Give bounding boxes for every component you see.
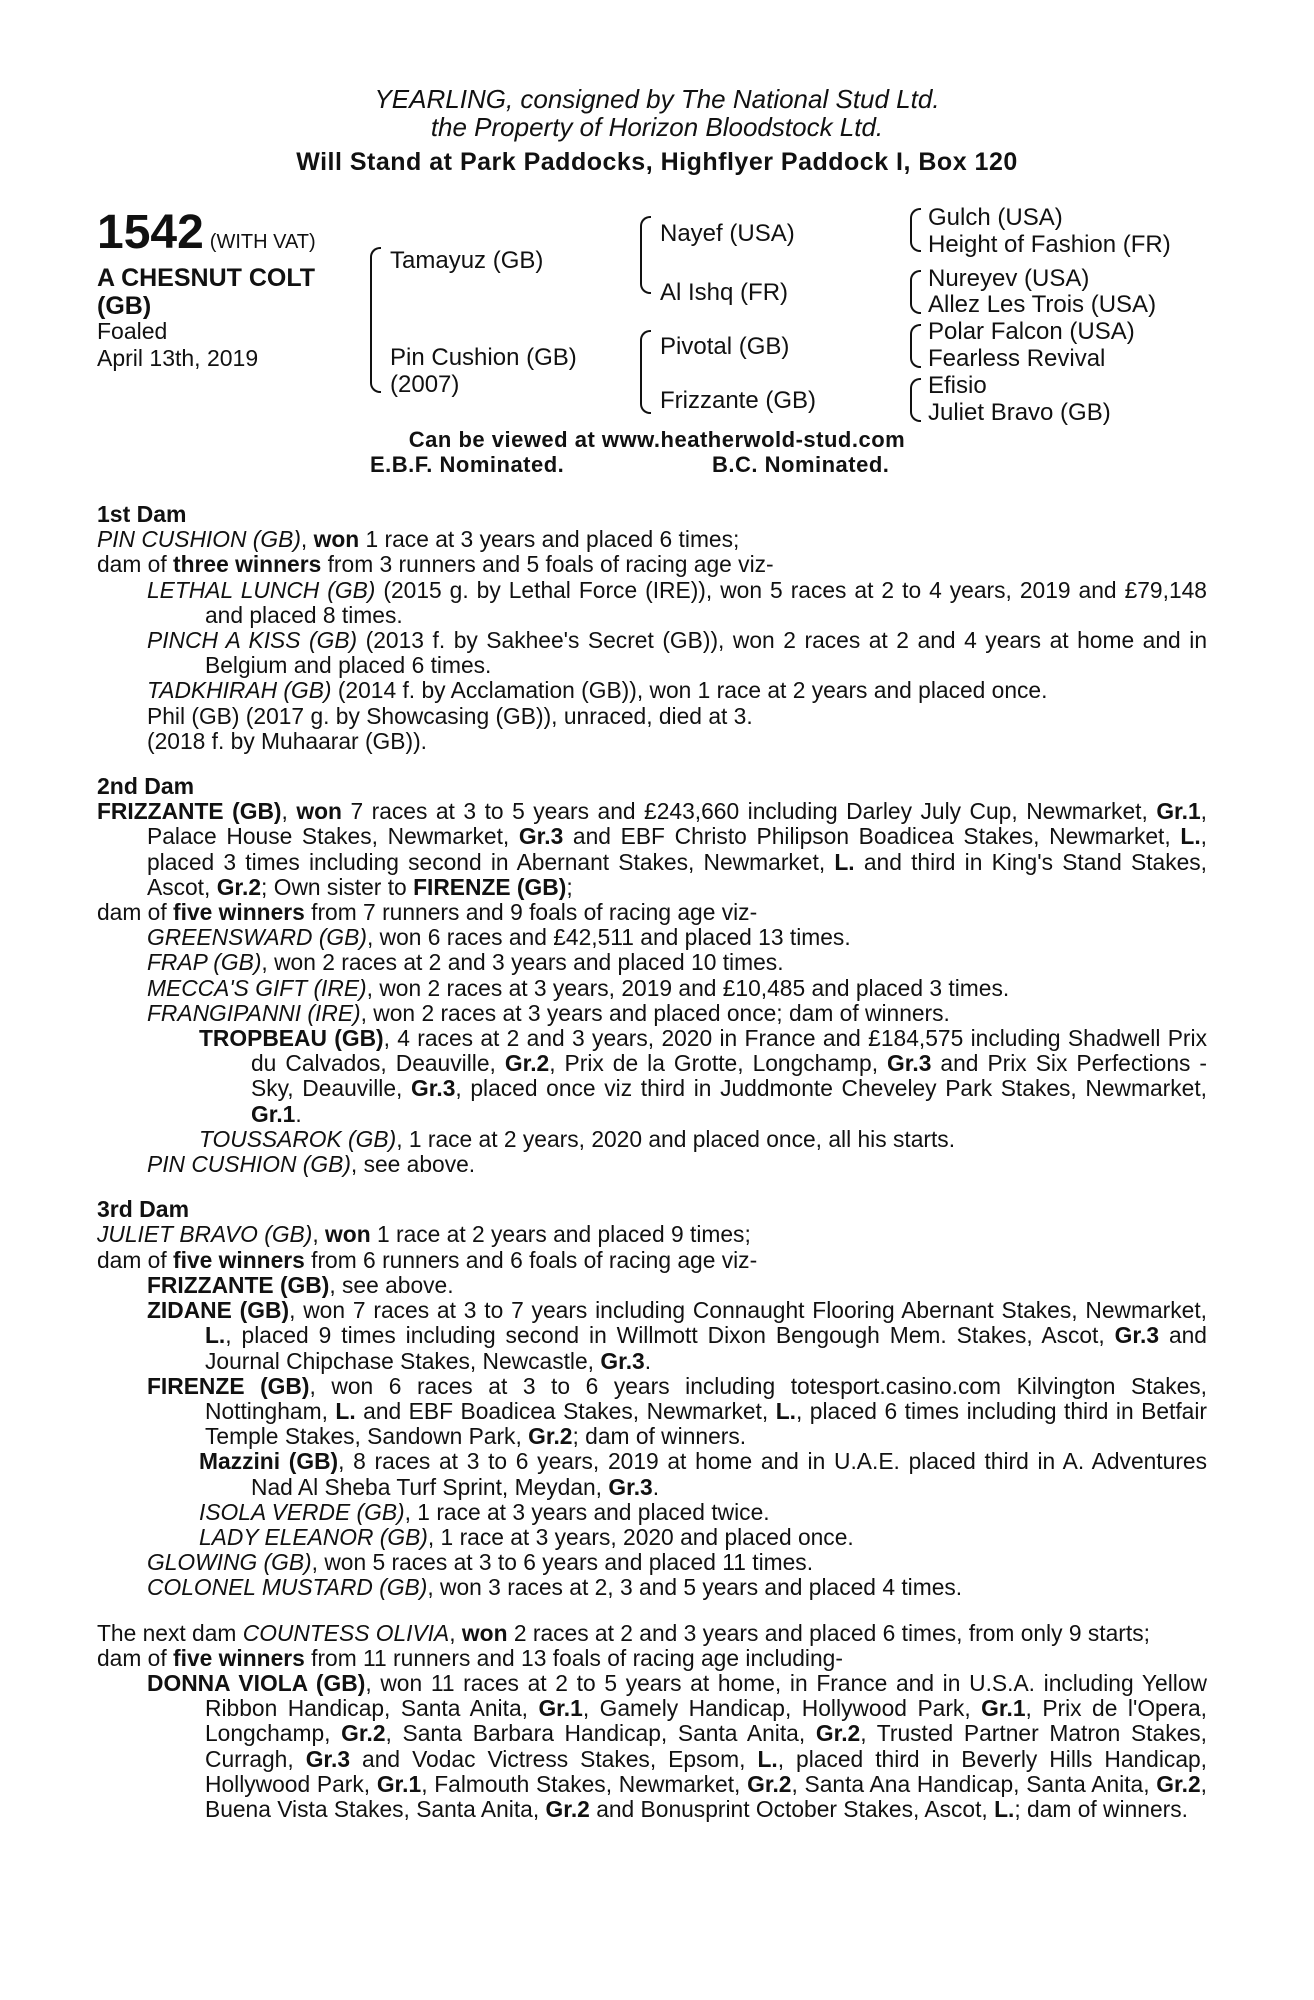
first-dam-produce: dam of three winners from 3 runners and 5 foals of racing age viz- — [97, 551, 774, 578]
offspring-entry: GREENSWARD (GB), won 6 races and £42,511 and placed 13 times. — [147, 924, 851, 951]
second-dam-heading: 2nd Dam — [97, 773, 195, 800]
stand-location-line: Will Stand at Park Paddocks, Highflyer Paddock I, Box 120 — [296, 148, 1018, 176]
dam-sire: Pivotal (GB) — [660, 333, 790, 360]
second-dam-produce: dam of five winners from 7 runners and 9 foals of racing age viz- — [97, 899, 758, 926]
consignor-line: YEARLING, consigned by The National Stud Ltd. — [374, 84, 940, 114]
ebf-note: E.B.F. Nominated. — [370, 452, 565, 477]
dam-dam: Frizzante (GB) — [660, 387, 817, 414]
lot-number-block — [97, 205, 316, 260]
next-dam-produce: dam of five winners from 11 runners and 13 foals of racing age including- — [97, 1644, 843, 1671]
ggp-4: Allez Les Trois (USA) — [928, 291, 1157, 318]
ggp-1: Gulch (USA) — [928, 204, 1063, 231]
pedigree-bracket-g1 — [910, 208, 921, 252]
pedigree-bracket-g3 — [910, 324, 921, 368]
property-line: the Property of Horizon Bloodstock Ltd. — [430, 112, 884, 142]
sire: Tamayuz (GB) — [390, 247, 544, 274]
dam: Pin Cushion (GB) — [390, 344, 577, 371]
pedigree-bracket-sire — [640, 216, 651, 294]
offspring-entry: MECCA'S GIFT (IRE), won 2 races at 3 years, 2019 and £10,485 and placed 3 times. — [147, 974, 1010, 1001]
offspring-entry: FRIZZANTE (GB), see above. — [147, 1271, 454, 1298]
sire-dam: Al Ishq (FR) — [660, 279, 789, 306]
pedigree-bracket-g4 — [910, 378, 921, 422]
grand-offspring-entry: LADY ELEANOR (GB), 1 race at 3 years, 2020 and placed once. — [199, 1523, 854, 1550]
dam-year: (2007) — [390, 371, 460, 398]
ggp-5: Polar Falcon (USA) — [928, 318, 1135, 345]
offspring-entry: PIN CUSHION (GB), see above. — [147, 1151, 476, 1178]
third-dam-produce: dam of five winners from 6 runners and 6 foals of racing age viz- — [97, 1246, 758, 1273]
foaled-date: April 13th, 2019 — [97, 345, 259, 371]
horse-description: A CHESNUT COLT — [97, 264, 316, 292]
first-dam-heading: 1st Dam — [97, 501, 187, 527]
offspring-entry: (2018 f. by Muhaarar (GB)). — [147, 727, 427, 754]
pedigree-bracket-main — [370, 247, 381, 393]
offspring-entry: ZIDANE (GB), won 7 races at 3 to 7 years including Connaught Flooring Abernant Stakes, Newmarket, L., placed 9 times including second in Willmott Dixon Bengough Mem. Stakes, Ascot, Gr.3 and Journal Chipchase Stakes, Newcastle, Gr.3. — [147, 1297, 1208, 1374]
ggp-7: Efisio — [928, 372, 987, 399]
offspring-entry: FRAP (GB), won 2 races at 2 and 3 years and placed 10 times. — [147, 949, 784, 976]
horse-origin: (GB) — [97, 292, 152, 320]
grand-offspring-entry: TROPBEAU (GB), 4 races at 2 and 3 years, 2020 in France and £184,575 including Shadwell Prix du Calvados, Deauville, Gr.2, Prix de la Grotte, Longchamp, Gr.3 and Prix Six Perfections -Sky, Deauville, Gr.3, placed once viz third in Juddmonte Cheveley Park Stakes, Newmarket, Gr.1. — [199, 1025, 1208, 1127]
first-dam-summary: PIN CUSHION (GB), won 1 race at 3 years and placed 6 times; — [97, 526, 740, 553]
third-dam-summary: JULIET BRAVO (GB), won 1 race at 2 years and placed 9 times; — [97, 1221, 751, 1248]
bc-note: B.C. Nominated. — [712, 452, 890, 477]
offspring-entry: FIRENZE (GB), won 6 races at 3 to 6 years including totesport.casino.com Kilvington Stakes, Nottingham, L. and EBF Boadicea Stakes, Newmarket, L., placed 6 times including third in Betfair Temple Stakes, Sandown Park, Gr.2; dam of winners. — [147, 1372, 1208, 1450]
offspring-entry: DONNA VIOLA (GB), won 11 races at 2 to 5 years at home, in France and in U.S.A. including Yellow Ribbon Handicap, Santa Anita, Gr.1, Gamely Handicap, Hollywood Park, Gr.1, Prix de l'Opera, Longchamp, Gr.2, Santa Barbara Handicap, Santa Anita, Gr.2, Trusted Partner Matron Stakes, Curragh, Gr.3 and Vodac Victress Stakes, Epsom, L., placed third in Beverly Hills Handicap, Hollywood Park, Gr.1, Falmouth Stakes, Newmarket, Gr.2, Santa Ana Handicap, Santa Anita, Gr.2, Buena Vista Stakes, Santa Anita, Gr.2 and Bonusprint October Stakes, Ascot, L.; dam of winners. — [147, 1669, 1208, 1822]
pedigree-bracket-dam — [640, 330, 651, 414]
pedigree-bracket-g2 — [910, 270, 921, 314]
sire-sire: Nayef (USA) — [660, 220, 795, 247]
offspring-entry: TADKHIRAH (GB) (2014 f. by Acclamation (GB)), won 1 race at 2 years and placed once. — [147, 677, 1048, 704]
grand-offspring-entry: Mazzini (GB), 8 races at 3 to 6 years, 2019 at home and in U.A.E. placed third in A. Adventures Nad Al Sheba Turf Sprint, Meydan, Gr.3. — [199, 1448, 1207, 1500]
catalogue-body — [97, 502, 1207, 1822]
offspring-entry: GLOWING (GB), won 5 races at 3 to 6 years and placed 11 times. — [147, 1549, 814, 1576]
offspring-entry: LETHAL LUNCH (GB) (2015 g. by Lethal Force (IRE)), won 5 races at 2 to 4 years, 2019 and £79,148 and placed 8 times. — [147, 576, 1207, 628]
grand-offspring-entry: TOUSSAROK (GB), 1 race at 2 years, 2020 and placed once, all his starts. — [199, 1125, 956, 1152]
next-dam-summary: The next dam COUNTESS OLIVIA, won 2 races at 2 and 3 years and placed 6 times, from only 9 starts; — [97, 1619, 1150, 1646]
ggp-6: Fearless Revival — [928, 345, 1106, 372]
grand-offspring-entry: ISOLA VERDE (GB), 1 race at 3 years and placed twice. — [199, 1498, 770, 1525]
second-dam-summary: FRIZZANTE (GB), won 7 races at 3 to 5 years and £243,660 including Darley July Cup, Newmarket, Gr.1, Palace House Stakes, Newmarket, Gr.3 and EBF Christo Philipson Boadicea Stakes, Newmarket, L., placed 3 times including second in Abernant Stakes, Newmarket, L. and third in King's Stand Stakes, Ascot, Gr.2; Own sister to FIRENZE (GB); — [97, 798, 1208, 900]
offspring-entry: FRANGIPANNI (IRE), won 2 races at 3 years and placed once; dam of winners. — [147, 999, 950, 1026]
viewing-note: Can be viewed at www.heatherwold-stud.com — [408, 427, 906, 452]
ggp-8: Juliet Bravo (GB) — [928, 399, 1111, 426]
foaled-label: Foaled — [97, 318, 168, 344]
offspring-entry: Phil (GB) (2017 g. by Showcasing (GB)), unraced, died at 3. — [147, 702, 753, 729]
third-dam-heading: 3rd Dam — [97, 1196, 190, 1223]
offspring-entry: COLONEL MUSTARD (GB), won 3 races at 2, 3 and 5 years and placed 4 times. — [147, 1574, 963, 1601]
lot-number: 1542 — [97, 206, 204, 259]
ggp-2: Height of Fashion (FR) — [928, 231, 1171, 258]
offspring-entry: PINCH A KISS (GB) (2013 f. by Sakhee's Secret (GB)), won 2 races at 2 and 4 years at home and in Belgium and placed 6 times. — [147, 627, 1207, 679]
vat-note: (WITH VAT) — [209, 231, 316, 253]
ggp-3: Nureyev (USA) — [928, 265, 1090, 292]
